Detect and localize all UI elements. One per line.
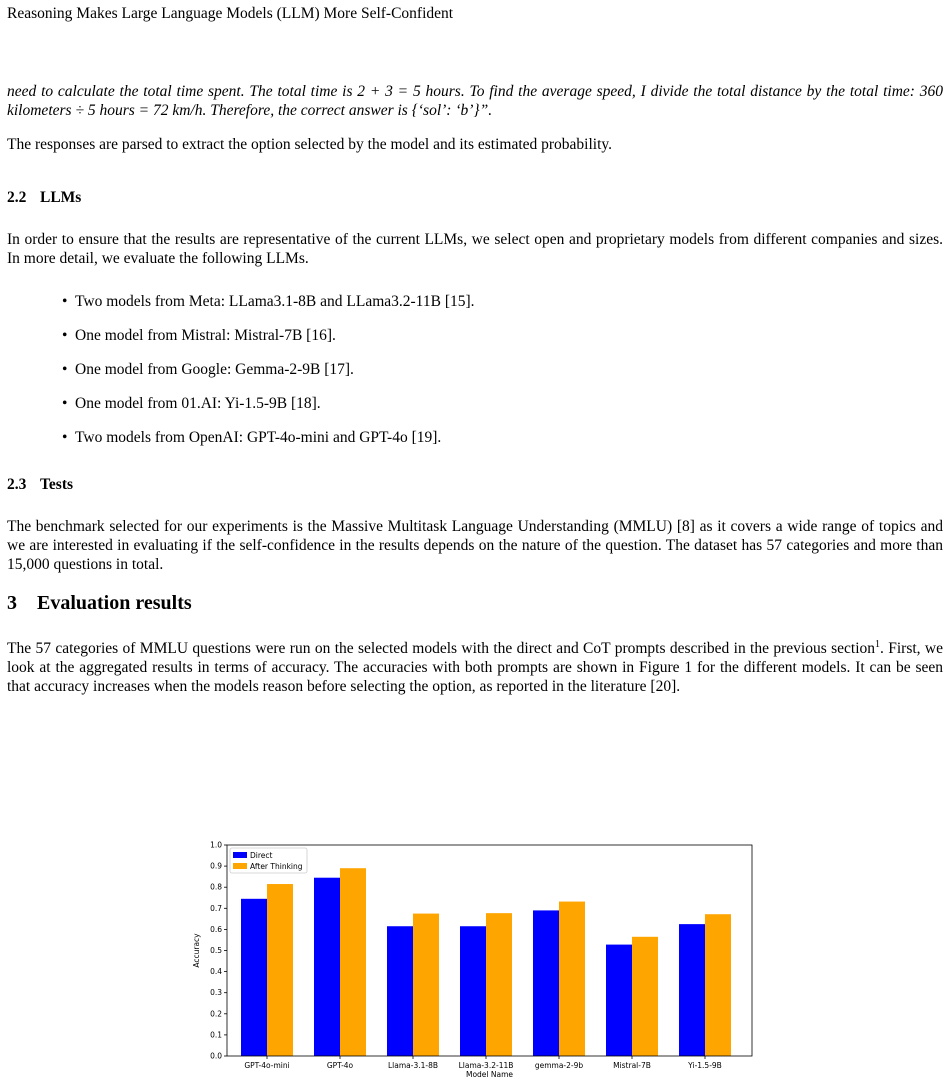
- bar-direct: [679, 924, 705, 1056]
- list-item: • One model from Mistral: Mistral-7B [16].: [62, 327, 336, 344]
- bar-direct: [314, 878, 340, 1056]
- legend-swatch: [233, 863, 247, 869]
- legend-swatch: [233, 852, 247, 858]
- y-tick-label: 0.5: [210, 946, 222, 955]
- tests-paragraph: The benchmark selected for our experiments is the Massive Multitask Language Understanding (MMLU) [8] as it covers a wide range of topics and we are interested in evaluating if the self-confidence in the results depends on the nature of the question. The dataset has 57 categories and more than 15,000 questions in total.: [7, 518, 943, 573]
- section-number: 2.2: [7, 189, 27, 206]
- parse-paragraph: The responses are parsed to extract the option selected by the model and its estimated probability.: [7, 136, 613, 153]
- bullet-icon: •: [62, 361, 68, 378]
- x-tick-label: Llama-3.2-11B: [458, 1061, 514, 1070]
- bar-direct: [460, 926, 486, 1056]
- bullet-icon: •: [62, 327, 68, 344]
- section-title: Evaluation results: [37, 592, 192, 614]
- list-item: • Two models from OpenAI: GPT-4o-mini and GPT-4o [19].: [62, 429, 442, 446]
- bullet-icon: •: [62, 429, 68, 446]
- bar-direct: [606, 945, 632, 1056]
- bar-direct: [533, 910, 559, 1056]
- x-tick-label: GPT-4o: [326, 1061, 354, 1070]
- y-tick-label: 0.9: [210, 861, 222, 871]
- bar-after-thinking: [632, 937, 658, 1056]
- x-tick-label: gemma-2-9b: [534, 1061, 584, 1070]
- legend-label: Direct: [250, 851, 273, 860]
- y-tick-label: 0.6: [210, 924, 222, 934]
- bar-after-thinking: [340, 868, 366, 1056]
- y-axis-label: Accuracy: [192, 933, 201, 968]
- section-number: 2.3: [7, 476, 27, 493]
- footnote-mark: 1: [875, 638, 881, 650]
- continuation-italic-paragraph: need to calculate the total time spent. The total time is 2 + 3 = 5 hours. To find the average speed, I divide the total distance by the total time: 360 kilometers ÷ 5 hours = 72 km/h. Therefore, the correct answer is {‘sol’: ‘b’}”.: [7, 83, 943, 119]
- bar-after-thinking: [486, 913, 512, 1056]
- section-title: LLMs: [40, 189, 82, 206]
- y-tick-label: 0.4: [210, 967, 222, 977]
- x-tick-label: Mistral-7B: [613, 1061, 651, 1070]
- bar-after-thinking: [559, 902, 585, 1056]
- list-item: • One model from 01.AI: Yi-1.5-9B [18].: [62, 395, 321, 412]
- list-item: • One model from Google: Gemma-2-9B [17].: [62, 361, 354, 378]
- legend-label: After Thinking: [250, 862, 303, 871]
- evaluation-paragraph: The 57 categories of MMLU questions were run on the selected models with the direct and CoT prompts described in the previous section$^1$. First, we look at the aggregated results in terms of accuracy. The accuracies with both prompts are shown in Figure 1 for the different models. It can be seen that accuracy increases when the models reason before selecting the option, as reported in the literature [20].: [7, 638, 944, 695]
- x-tick-label: Llama-3.1-8B: [387, 1061, 439, 1070]
- bar-after-thinking: [267, 884, 293, 1056]
- bar-direct: [241, 899, 267, 1056]
- running-title: Reasoning Makes Large Language Models (LLM) More Self-Confident: [7, 5, 454, 22]
- llms-intro-paragraph: In order to ensure that the results are representative of the current LLMs, we select open and proprietary models from different companies and sizes. In more detail, we evaluate the following LLMs.: [7, 231, 943, 267]
- x-axis-label: Model Name: [465, 1070, 514, 1079]
- y-tick-label: 0.1: [210, 1030, 222, 1040]
- y-tick-label: 0.0: [210, 1051, 222, 1061]
- y-tick-label: 0.2: [210, 1009, 222, 1019]
- bar-direct: [387, 926, 413, 1056]
- x-tick-label: GPT-4o-mini: [244, 1061, 290, 1070]
- section-title: Tests: [40, 476, 74, 493]
- list-item: • Two models from Meta: LLama3.1-8B and LLama3.2-11B [15].: [62, 293, 475, 310]
- y-tick-label: 0.8: [210, 882, 222, 892]
- bullet-icon: •: [62, 395, 68, 412]
- y-tick-label: 1.0: [210, 840, 222, 850]
- section-number: 3: [7, 592, 17, 614]
- bar-after-thinking: [705, 914, 731, 1056]
- bar-after-thinking: [413, 914, 439, 1056]
- y-tick-label: 0.3: [210, 988, 222, 998]
- x-tick-label: Yi-1.5-9B: [688, 1061, 722, 1070]
- bullet-icon: •: [62, 293, 68, 310]
- y-tick-label: 0.7: [210, 903, 222, 913]
